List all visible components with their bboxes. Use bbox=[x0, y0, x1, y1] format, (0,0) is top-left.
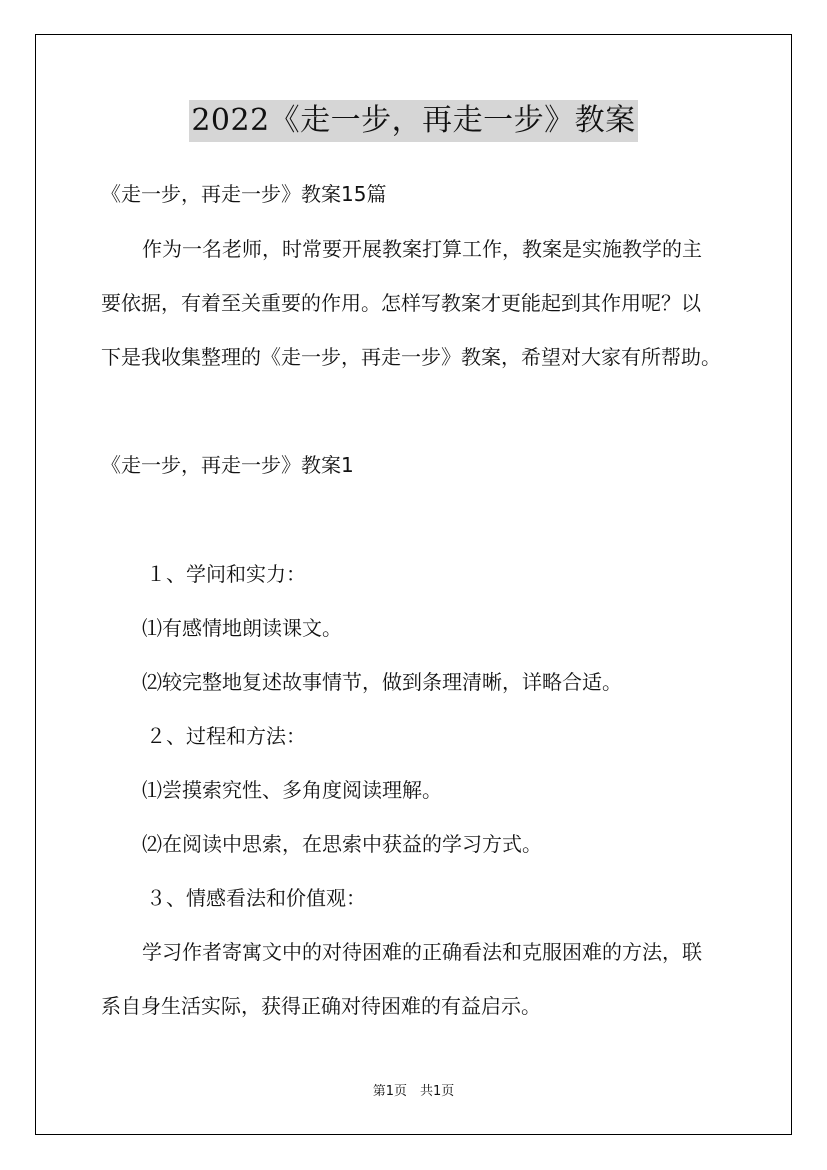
page-number: 第1页 共1页 bbox=[372, 1084, 455, 1099]
intro-line-2: 要依据，有着至关重要的作用。怎样写教案才更能起到其作用呢？以 bbox=[101, 291, 701, 315]
document-subtitle: 《走一步，再走一步》教案15篇 bbox=[101, 182, 387, 206]
objective-heading-1: １、学问和实力： bbox=[146, 562, 306, 586]
objective-item: ⑴尝摸索究性、多角度阅读理解。 bbox=[142, 778, 442, 802]
closing-line-1: 学习作者寄寓文中的对待困难的正确看法和克服困难的方法，联 bbox=[142, 940, 702, 964]
document-title: 2022《走一步，再走一步》教案 bbox=[189, 100, 637, 142]
objective-heading-3: ３、情感看法和价值观： bbox=[146, 886, 366, 910]
objective-item: ⑴有感情地朗读课文。 bbox=[142, 616, 342, 640]
objective-item: ⑵较完整地复述故事情节，做到条理清晰，详略合适。 bbox=[142, 670, 622, 694]
intro-line-1: 作为一名老师，时常要开展教案打算工作，教案是实施教学的主 bbox=[142, 237, 702, 261]
objective-heading-2: ２、过程和方法： bbox=[146, 724, 306, 748]
section-heading: 《走一步，再走一步》教案1 bbox=[101, 453, 354, 477]
objective-item: ⑵在阅读中思索，在思索中获益的学习方式。 bbox=[142, 832, 542, 856]
title-container bbox=[0, 100, 827, 142]
intro-line-3: 下是我收集整理的《走一步，再走一步》教案，希望对大家有所帮助。 bbox=[101, 345, 721, 369]
closing-line-2: 系自身生活实际，获得正确对待困难的有益启示。 bbox=[101, 994, 541, 1018]
